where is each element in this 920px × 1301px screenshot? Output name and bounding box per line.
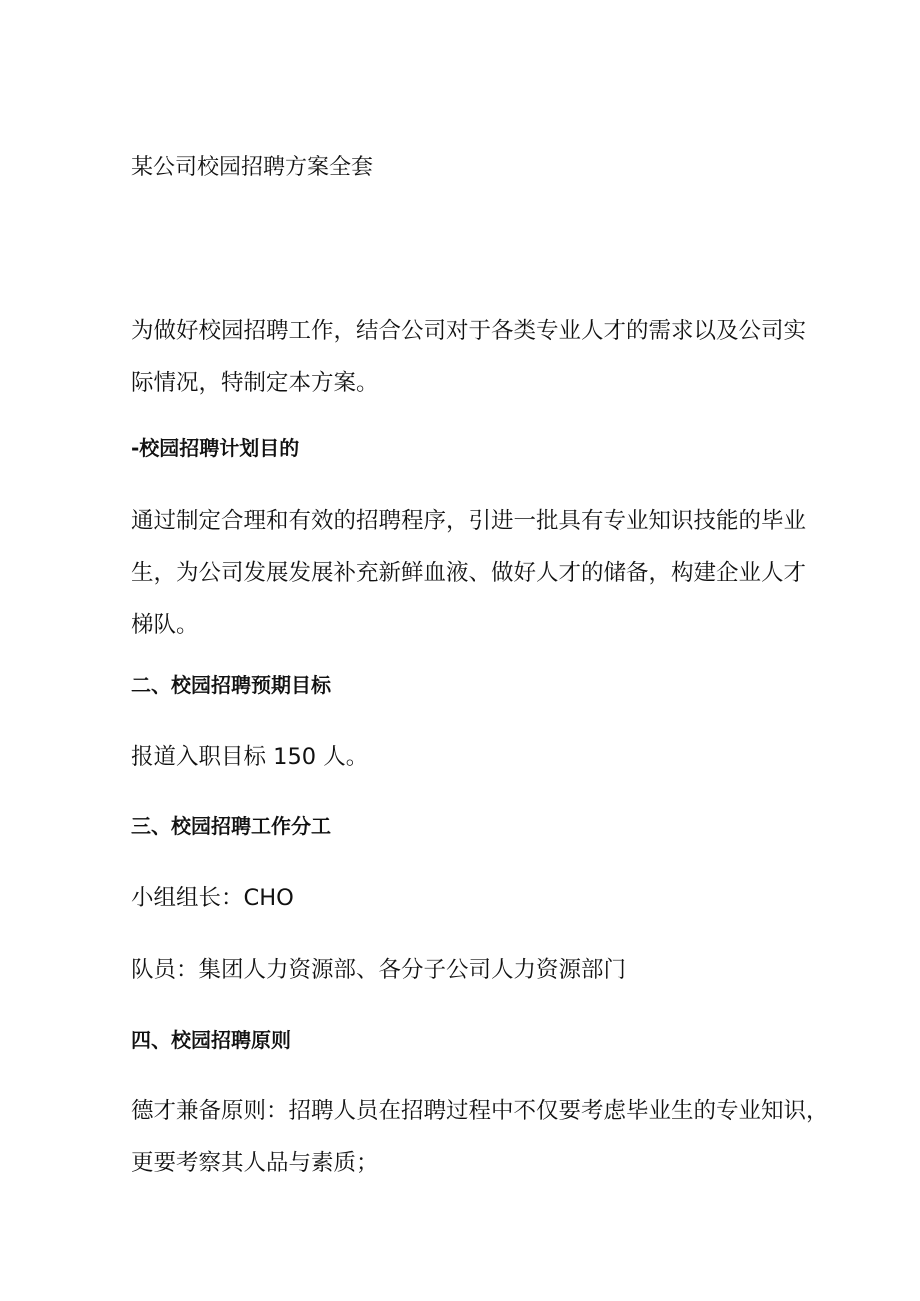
section-heading-purpose: -校园招聘计划目的	[131, 436, 300, 460]
team-leader-line: 小组组长：CHO	[131, 885, 294, 911]
team-members-line: 队员：集团人力资源部、各分子公司人力资源部门	[131, 957, 627, 983]
principles-line-2: 更要考察其人品与素质；	[131, 1150, 379, 1176]
principles-line-1: 德才兼备原则：招聘人员在招聘过程中不仅要考虑毕业生的专业知识，	[131, 1098, 829, 1124]
team-leader-paragraph	[131, 872, 811, 924]
section-heading-division: 三、校园招聘工作分工	[131, 814, 331, 838]
intro-line-2: 际情况，特制定本方案。	[131, 370, 379, 396]
goal-paragraph	[131, 731, 811, 783]
principles-paragraph	[131, 1085, 829, 1189]
section-heading-goal: 二、校园招聘预期目标	[131, 673, 331, 697]
section-heading-principles: 四、校园招聘原则	[131, 1028, 291, 1052]
team-members-paragraph	[131, 944, 811, 996]
intro-line-1: 为做好校园招聘工作，结合公司对于各类专业人才的需求以及公司实	[131, 318, 807, 344]
intro-paragraph	[131, 305, 811, 409]
purpose-line-3: 梯队。	[131, 612, 199, 638]
purpose-line-1: 通过制定合理和有效的招聘程序，引进一批具有专业知识技能的毕业	[131, 508, 807, 534]
purpose-line-2: 生，为公司发展发展补充新鲜血液、做好人才的储备，构建企业人才	[131, 560, 807, 586]
document-title: 某公司校园招聘方案全套	[131, 155, 374, 180]
purpose-paragraph	[131, 495, 811, 651]
goal-line-1: 报道入职目标 150 人。	[131, 744, 369, 770]
